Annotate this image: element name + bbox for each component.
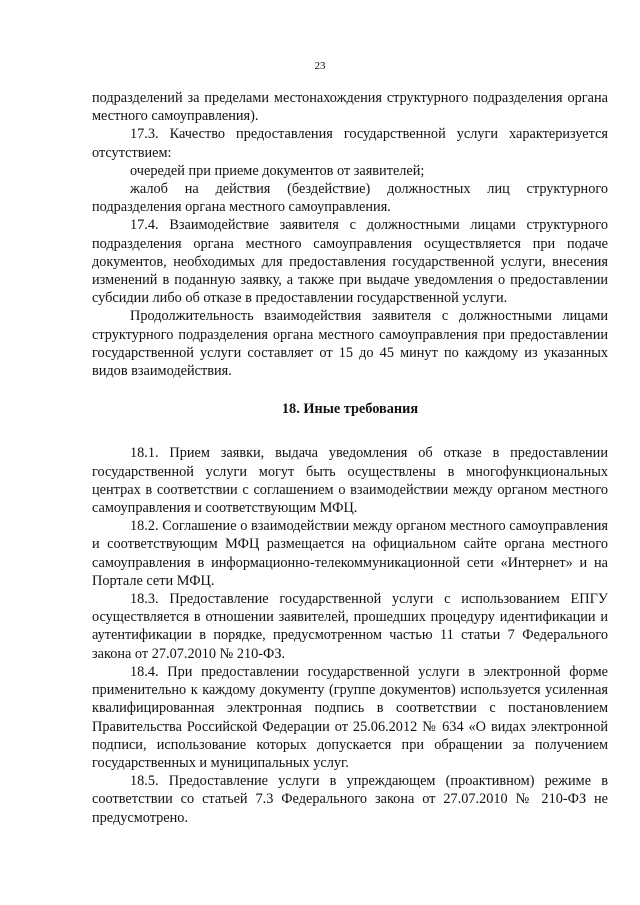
paragraph-18-3: 18.3. Предоставление государственной услуги с использованием ЕПГУ осуществляется в отношении заявителей, прошедших процедуру идентификации и аутентификации в порядке, предусмотренном частью 11 статьи 7 Федерального закона от 27.07.2010 № 210-ФЗ. (92, 591, 608, 662)
page-number: 23 (314, 60, 326, 72)
paragraph-17-3: 17.3. Качество предоставления государственной услуги характеризуется отсутствием: (92, 126, 608, 161)
paragraph-18-1: 18.1. Прием заявки, выдача уведомления об отказе в предоставлении государственной услуги могут быть осуществлены в многофункциональных центрах в соответствии с соглашением о взаимодействии между органом местного самоуправления и соответствующим МФЦ. (92, 445, 608, 517)
list-item-queues: очередей при приеме документов от заявителей; (130, 162, 425, 179)
document-body (92, 89, 608, 827)
paragraph-18-2: 18.2. Соглашение о взаимодействии между органом местного самоуправления и соответствующим МФЦ размещается на официальном сайте органа местного самоуправления в информационно-телекоммуникационной сети «Интернет» и на Портале сети МФЦ. (92, 518, 608, 589)
paragraph-17-4: 17.4. Взаимодействие заявителя с должностными лицами структурного подразделения органа местного самоуправления осуществляется при подаче документов, необходимых для предоставления государственной услуги, внесения изменений в поданную заявку, а также при выдаче уведомления о предоставлении субсидии либо об отказе в предоставлении государственной услуги. (92, 217, 608, 307)
paragraph-18-5: 18.5. Предоставление услуги в упреждающем (проактивном) режиме в соответствии со статьей 7.3 Федерального закона от 27.07.2010 № 210-ФЗ не предусмотрено. (92, 773, 608, 826)
paragraph-duration: Продолжительность взаимодействия заявителя с должностными лицами структурного подразделения органа местного самоуправления при предоставлении государственной услуги составляет от 15 до 45 минут по каждому из указанных видов взаимодействия. (92, 308, 608, 380)
list-item-complaints: жалоб на действия (бездействие) должностных лиц структурного подразделения органа местного самоуправления. (92, 181, 608, 216)
paragraph-continuation: подразделений за пределами местонахождения структурного подразделения органа местного самоуправления). (92, 90, 608, 125)
paragraph-18-4: 18.4. При предоставлении государственной услуги в электронной форме применительно к каждому документу (группе документов) используется усиленная квалифицированная электронная подпись в соответствии с постановлением Правительства Российской Федерации от 25.06.2012 № 634 «О видах электронной подписи, использование которых допускается при обращении за получением государственных и муниципальных услуг. (92, 663, 608, 771)
section-heading: 18. Иные требования (281, 401, 419, 418)
